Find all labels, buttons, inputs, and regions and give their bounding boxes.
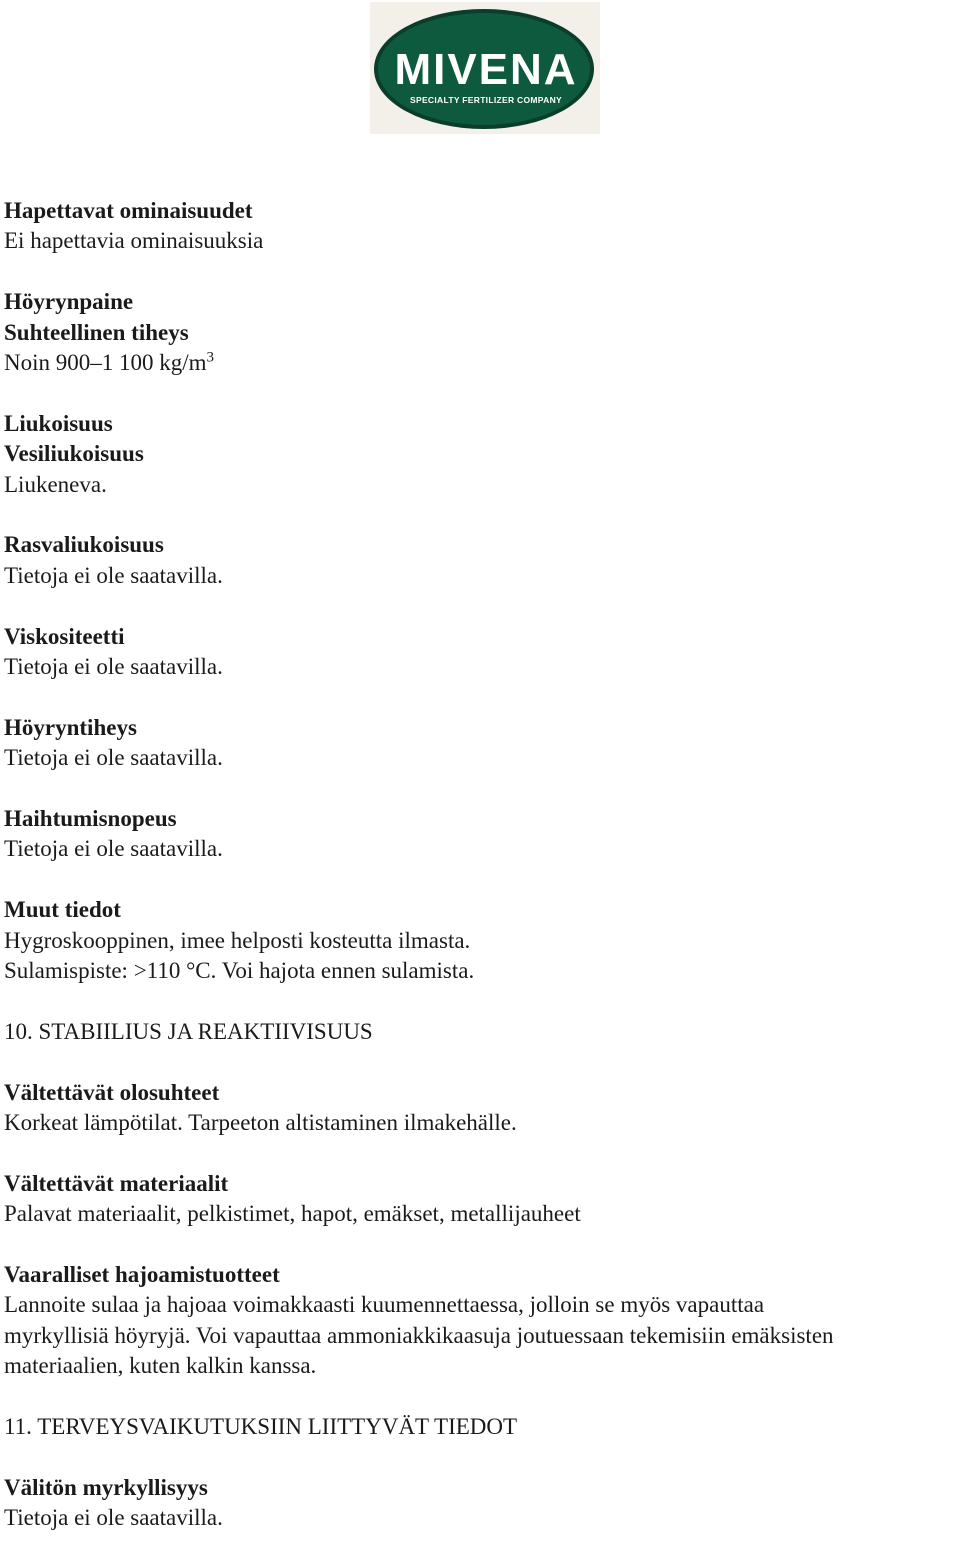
- label-evaporation-rate: Haihtumisnopeus: [4, 806, 177, 832]
- label-other-info: Muut tiedot: [4, 897, 121, 923]
- value-other-info-line2: Sulamispiste: >110 °C. Voi hajota ennen sulamista.: [4, 958, 475, 984]
- label-viscosity: Viskositeetti: [4, 623, 125, 649]
- value-relative-density: [4, 348, 954, 378]
- label-relative-density: Suhteellinen tiheys: [4, 319, 189, 345]
- value-decomposition-line2: myrkyllisiä höyryjä. Voi vapauttaa ammoniakkikaasuja joutuessaan tekemisiin emäksisten: [4, 1322, 834, 1348]
- label-decomposition: Vaaralliset hajoamistuotteet: [4, 1262, 280, 1288]
- section-other-info: [4, 895, 954, 986]
- value-decomposition-line3: materiaalien, kuten kalkin kanssa.: [4, 1353, 317, 1379]
- section-conditions-avoid: [4, 1078, 954, 1139]
- label-conditions-avoid: Vältettävät olosuhteet: [4, 1079, 220, 1105]
- label-materials-avoid: Vältettävät materiaalit: [4, 1170, 229, 1196]
- value-evaporation-rate: Tietoja ei ole saatavilla.: [4, 836, 223, 862]
- logo-tagline: SPECIALTY FERTILIZER COMPANY: [410, 95, 562, 105]
- label-acute-toxicity: Välitön myrkyllisyys: [4, 1474, 208, 1500]
- section-oxidizing: [4, 196, 954, 257]
- heading-section-10: 10. STABIILIUS JA REAKTIIVISUUS: [4, 1018, 373, 1044]
- document-body: [4, 196, 954, 1564]
- section-vapour-density: [4, 713, 954, 774]
- section-acute-toxicity: [4, 1473, 954, 1534]
- value-decomposition-line1: Lannoite sulaa ja hajoaa voimakkaasti kuumennettaessa, jolloin se myös vapauttaa: [4, 1292, 765, 1318]
- company-logo: [370, 2, 600, 134]
- label-oxidizing: Hapettavat ominaisuudet: [4, 198, 253, 223]
- value-vapour-density: Tietoja ei ole saatavilla.: [4, 745, 223, 771]
- section-fat-solubility: [4, 530, 954, 591]
- label-water-solubility: Vesiliukoisuus: [4, 441, 144, 467]
- value-oxidizing: Ei hapettavia ominaisuuksia: [4, 228, 264, 254]
- value-conditions-avoid: Korkeat lämpötilat. Tarpeeton altistaminen ilmakehälle.: [4, 1110, 517, 1136]
- value-relative-density-text: Noin 900–1 100 kg/m: [4, 350, 207, 376]
- label-solubility: Liukoisuus: [4, 410, 113, 436]
- value-relative-density-sup: 3: [206, 349, 215, 366]
- section-viscosity: [4, 622, 954, 683]
- value-viscosity: Tietoja ei ole saatavilla.: [4, 654, 223, 680]
- label-vapour-pressure: Höyrynpaine: [4, 289, 134, 315]
- label-fat-solubility: Rasvaliukoisuus: [4, 532, 164, 558]
- value-materials-avoid: Palavat materiaalit, pelkistimet, hapot, emäkset, metallijauheet: [4, 1201, 581, 1227]
- section-materials-avoid: [4, 1169, 954, 1230]
- section-decomposition: [4, 1260, 954, 1382]
- section-11-heading: [4, 1412, 954, 1442]
- value-other-info-line1: Hygroskooppinen, imee helposti kosteutta ilmasta.: [4, 927, 471, 953]
- logo-oval: [370, 2, 600, 134]
- value-acute-toxicity: Tietoja ei ole saatavilla.: [4, 1505, 223, 1531]
- section-vapour-density-block: [4, 287, 954, 378]
- section-solubility: [4, 409, 954, 500]
- section-evaporation-rate: [4, 804, 954, 865]
- heading-section-11: 11. TERVEYSVAIKUTUKSIIN LIITTYVÄT TIEDOT: [4, 1414, 518, 1440]
- label-vapour-density: Höyryntiheys: [4, 714, 137, 740]
- logo-brand: MIVENA: [394, 45, 578, 94]
- value-fat-solubility: Tietoja ei ole saatavilla.: [4, 562, 223, 588]
- value-water-solubility: Liukeneva.: [4, 471, 107, 497]
- section-10-heading: [4, 1017, 954, 1047]
